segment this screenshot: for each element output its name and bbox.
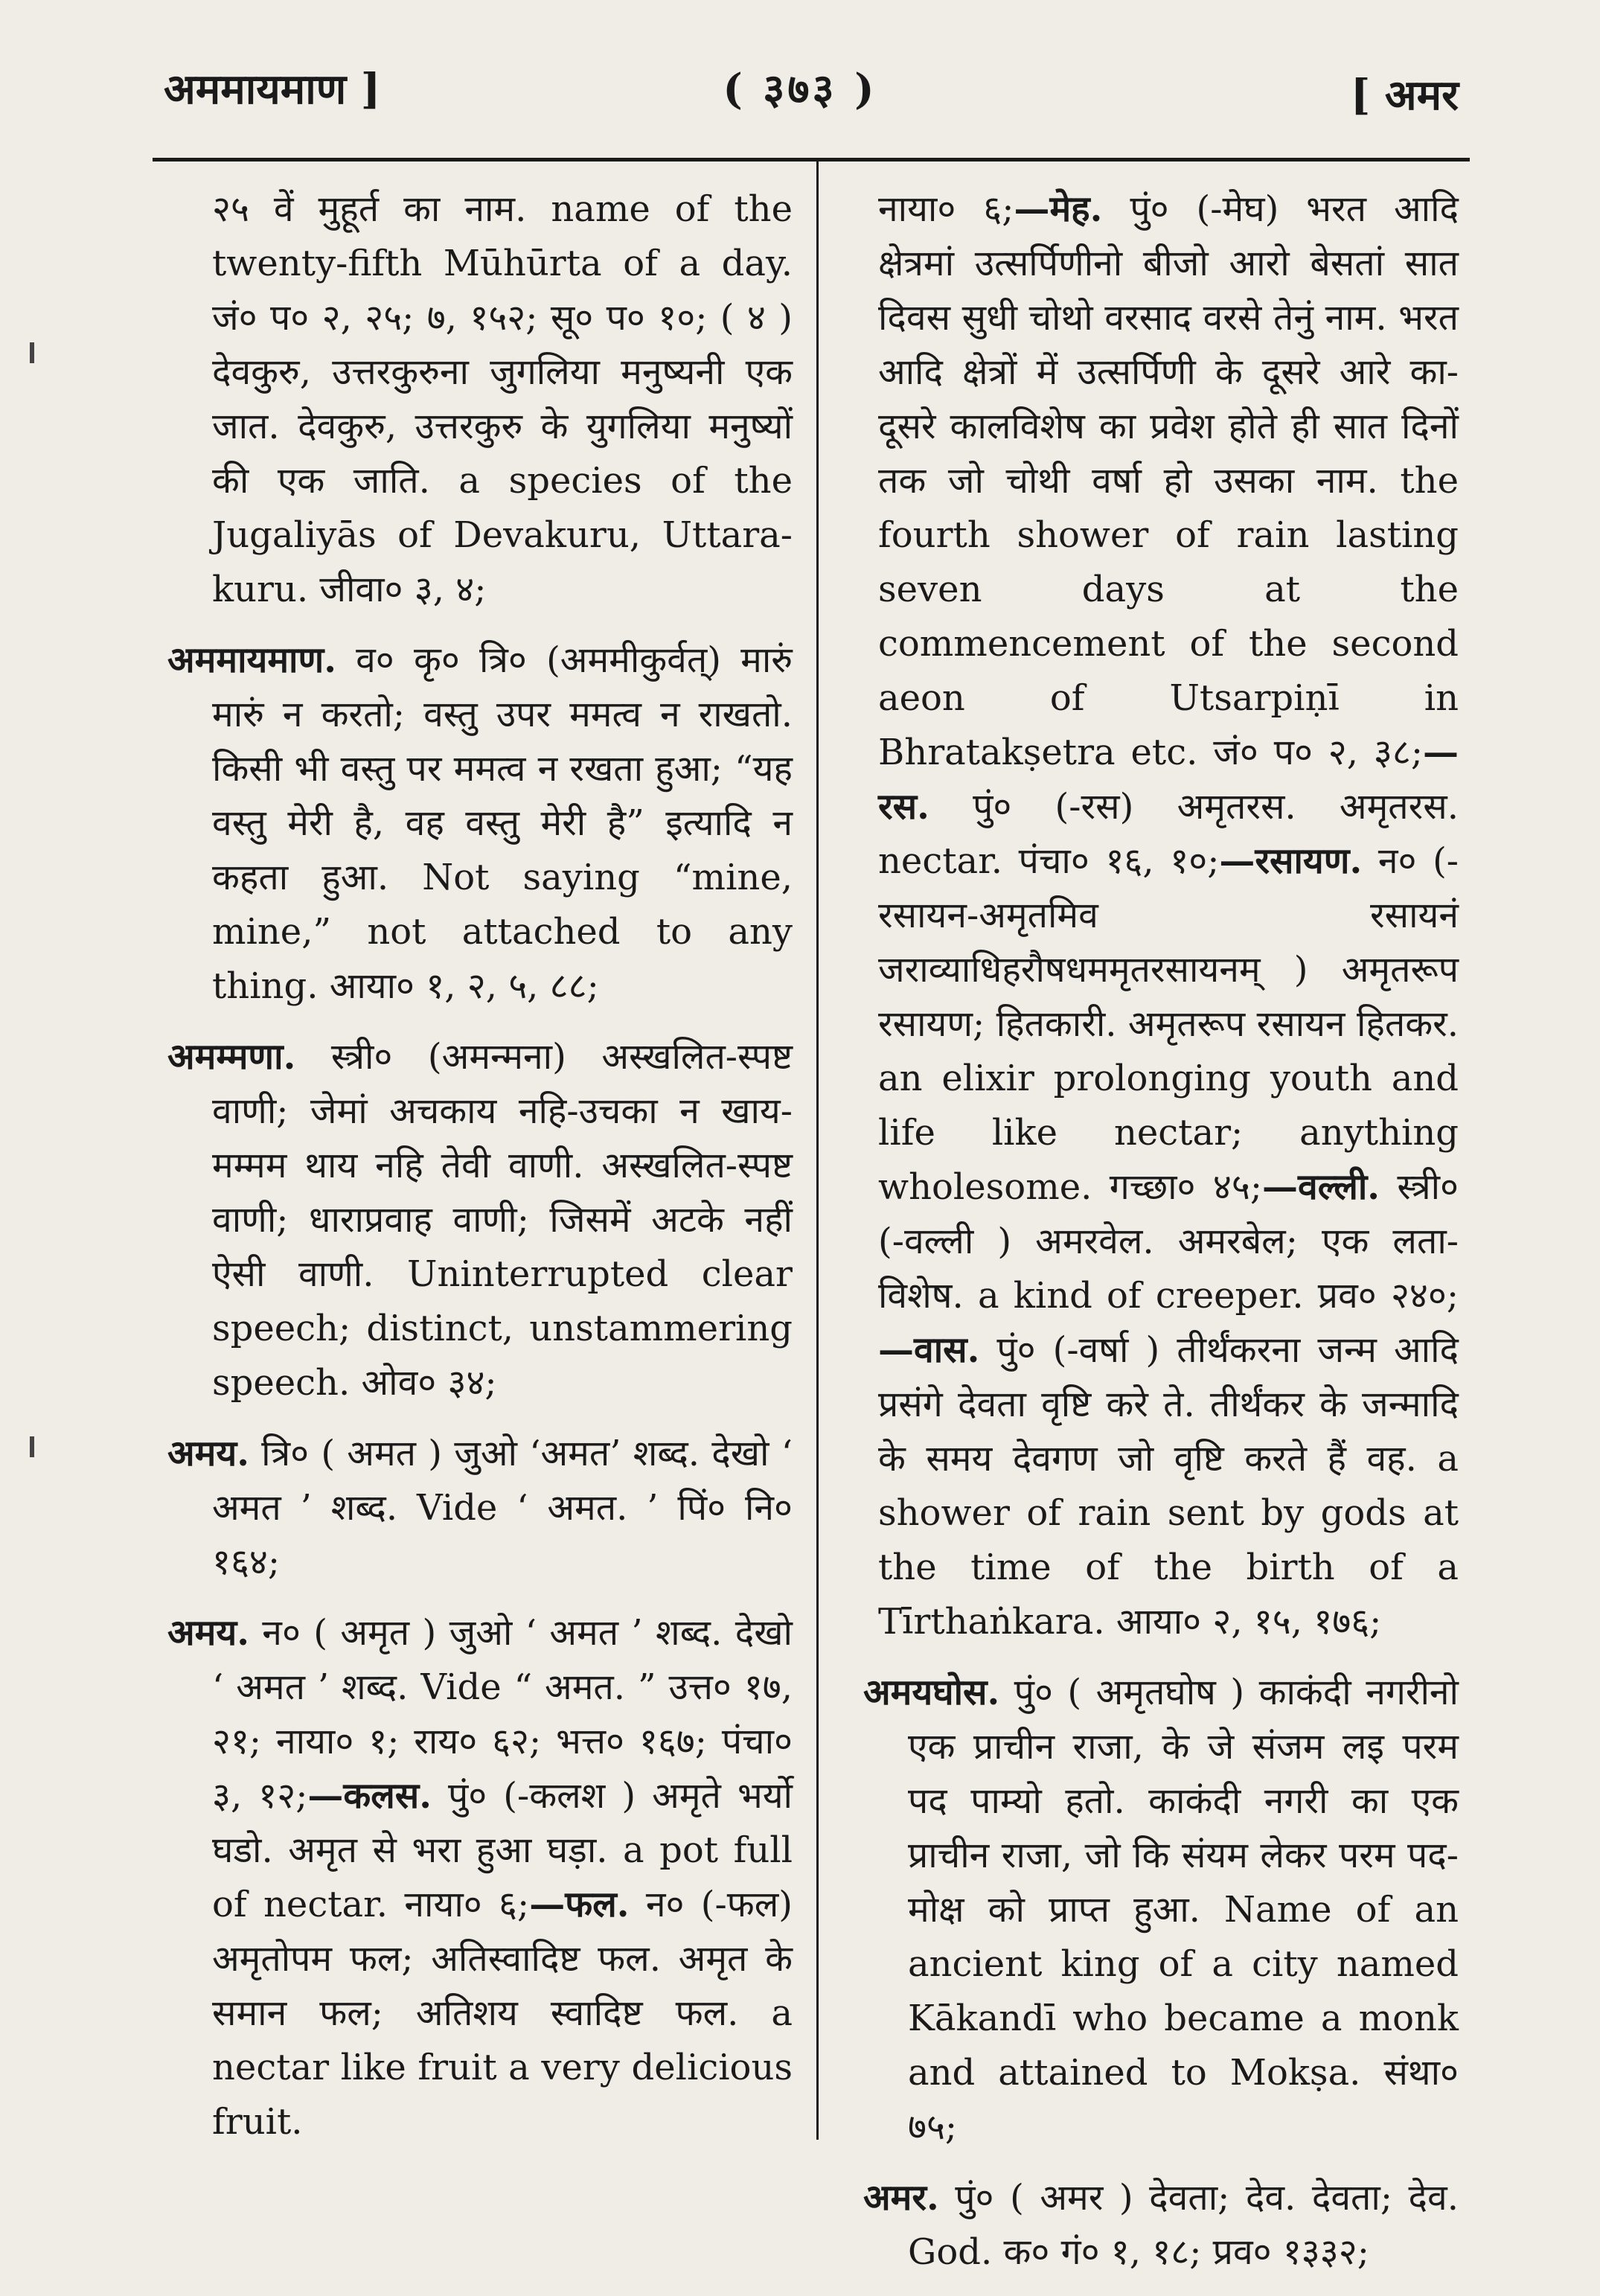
dictionary-entry: [167, 1427, 793, 1590]
sub-headword: —वास.: [878, 1329, 980, 1371]
sub-entry-body: न० (-रसायन-अमृतमिव रसायनं जराव्याधिहरौषधममृतरसायनम् ) अमृतरूप रसायण; हितकारी. अमृतरूप रसायन हितकर. an elixir prolonging youth and life like nectar; anything wholesome. गच्छा० ४५;: [878, 840, 1459, 1208]
headword: अममायमाण.: [167, 639, 336, 681]
entry-body: व० कृ० त्रि० (अममीकुर्वत्) मारुं मारुं न करतो; वस्तु उपर ममत्व न राखतो. किसी भी वस्तु पर ममत्व न रखता हुआ; “यह वस्तु मेरी है, वह वस्तु मेरी है” इत्यादि न कहता हुआ. Not saying “mine, mine,” not attached to any thing. आया० १, २, ५, ८८;: [212, 639, 793, 1007]
entry-continuation: [863, 182, 1459, 1649]
sub-entry-body: न० (-फल) अमृतोपम फल; अतिस्वादिष्ट फल. अमृत के समान फल; अतिशय स्वादिष्ट फल. a nectar like fruit a very delicious fruit.: [212, 1884, 793, 2143]
page-header: [0, 52, 1600, 134]
sub-headword: —रसायण.: [1219, 840, 1363, 882]
sub-entry-body: पुं० (-मेघ) भरत आदि क्षेत्रमां उत्सर्पिणीनो बीजो आरो बेसतां सात दिवस सुधी चोथो वरसाद वरसे तेनुं नाम. भरत आदि क्षेत्रों में उत्सर्पिणी के दूसरे आरे का-दूसरे कालविशेष का प्रवेश होते ही सात दिनों तक जो चोथी वर्षा हो उसका नाम. the fourth shower of rain lasting seven days at the commencement of the second aeon of Utsarpiṇī in Bhratakṣetra etc. जं० प० २, ३८;: [878, 188, 1459, 773]
header-last-word: [ अमर: [1350, 71, 1459, 120]
sub-headword: —कलस.: [307, 1775, 432, 1817]
entry-body: न० ( अमृत ) जुओ ‘ अमत ’ शब्द. देखो ‘ अमत ’ शब्द. Vide “ अमत. ” उत्त० १७, २१; नाया० १; राय० ६२; भत्त० १६७; पंचा० ३, १२;: [212, 1612, 793, 1817]
dictionary-entry: [167, 1030, 793, 1410]
headword: अमयघोस.: [863, 1672, 1000, 1713]
headword: अमम्मणा.: [167, 1036, 296, 1078]
left-column: [167, 182, 793, 2166]
entry-body: स्त्री० (अमन्मना) अस्खलित-स्पष्ट वाणी; जेमां अचकाय नहि-उचका न खाय-मम्मम थाय नहि तेवी वाणी. अस्खलित-स्पष्ट वाणी; धाराप्रवाह वाणी; जिसमें अटके नहीं ऐसी वाणी. Uninterrupted clear speech; distinct, unstammering speech. ओव० ३४;: [212, 1036, 793, 1404]
margin-mark: [30, 342, 34, 363]
headword: अमय.: [167, 1433, 249, 1474]
sub-entry-body: पुं० (-रस) अमृतरस. अमृतरस. nectar. पंचा० १६, १०;: [878, 786, 1459, 882]
sub-headword: —मेह.: [1014, 188, 1103, 230]
sub-headword: —रस.: [878, 732, 1459, 828]
margin-mark: [30, 1436, 34, 1457]
dictionary-entry: [167, 1606, 793, 2149]
sub-entry-body: पुं० (-वर्षा ) तीर्थंकरना जन्म आदि प्रसंगे देवता वृष्टि करे ते. तीर्थंकर के जन्मादि के समय देवगण जो वृष्टि करते हैं वह. a shower of rain sent by gods at the time of the birth of a Tīrthaṅkara. आया० २, १५, १७६;: [878, 1329, 1459, 1643]
sub-headword: —वल्ली.: [1262, 1166, 1380, 1208]
entry-body: पुं० ( अमृतघोष ) काकंदी नगरीनो एक प्राचीन राजा, के जे संजम लइ परम पद पाम्यो हतो. काकंदी नगरी का एक प्राचीन राजा, जो कि संयम लेकर परम पद-मोक्ष को प्राप्त हुआ. Name of an ancient king of a city named Kākandī who became a monk and attained to Mokṣa. संथा० ७५;: [908, 1672, 1459, 2148]
sub-entry-body: स्त्री० (-वल्ली ) अमरवेल. अमरबेल; एक लता-विशेष. a kind of creeper. प्रव० २४०;: [878, 1166, 1459, 1317]
entry-body: पुं० ( अमर ) देवता; देव. देवता; देव. God. क० गं० १, १८; प्रव० १३३२;: [908, 2177, 1459, 2273]
entry-body: त्रि० ( अमत ) जुओ ‘अमत’ शब्द. देखो ‘ अमत ’ शब्द. Vide ‘ अमत. ’ पिं० नि० १६४;: [212, 1433, 793, 1583]
sub-entry-body: पुं० (-कलश ) अमृते भर्यो घडो. अमृत से भरा हुआ घड़ा. a pot full of nectar. नाया० ६;: [212, 1775, 793, 1925]
sub-headword: —फल.: [529, 1884, 630, 1925]
continuation-ref: नाया० ६;: [878, 188, 1014, 230]
entry-continuation: २५ वें मुहूर्त का नाम. name of the twenty-fifth Mūhūrta of a day. जं० प० २, २५; ७, १५२; सू० प० १०; ( ४ ) देवकुरु, उत्तरकुरुना जुगलिया मनुष्यनी एक जात. देवकुरु, उत्तरकुरु के युगलिया मनुष्यों की एक जाति. a species of the Jugaliyās of Devakuru, Uttara-kuru. जीवा० ३, ४;: [212, 188, 793, 610]
column-divider: [816, 160, 819, 2140]
page-number: ( ३७३ ): [723, 65, 877, 114]
dictionary-entry: [167, 633, 793, 1014]
dictionary-entry: [863, 2171, 1459, 2280]
right-column: [863, 182, 1459, 2296]
header-rule: [153, 158, 1470, 162]
dictionary-entry: [863, 1666, 1459, 2155]
headword: अमर.: [863, 2177, 939, 2219]
header-first-word: अममायमाण ]: [164, 65, 381, 114]
headword: अमय.: [167, 1612, 249, 1654]
